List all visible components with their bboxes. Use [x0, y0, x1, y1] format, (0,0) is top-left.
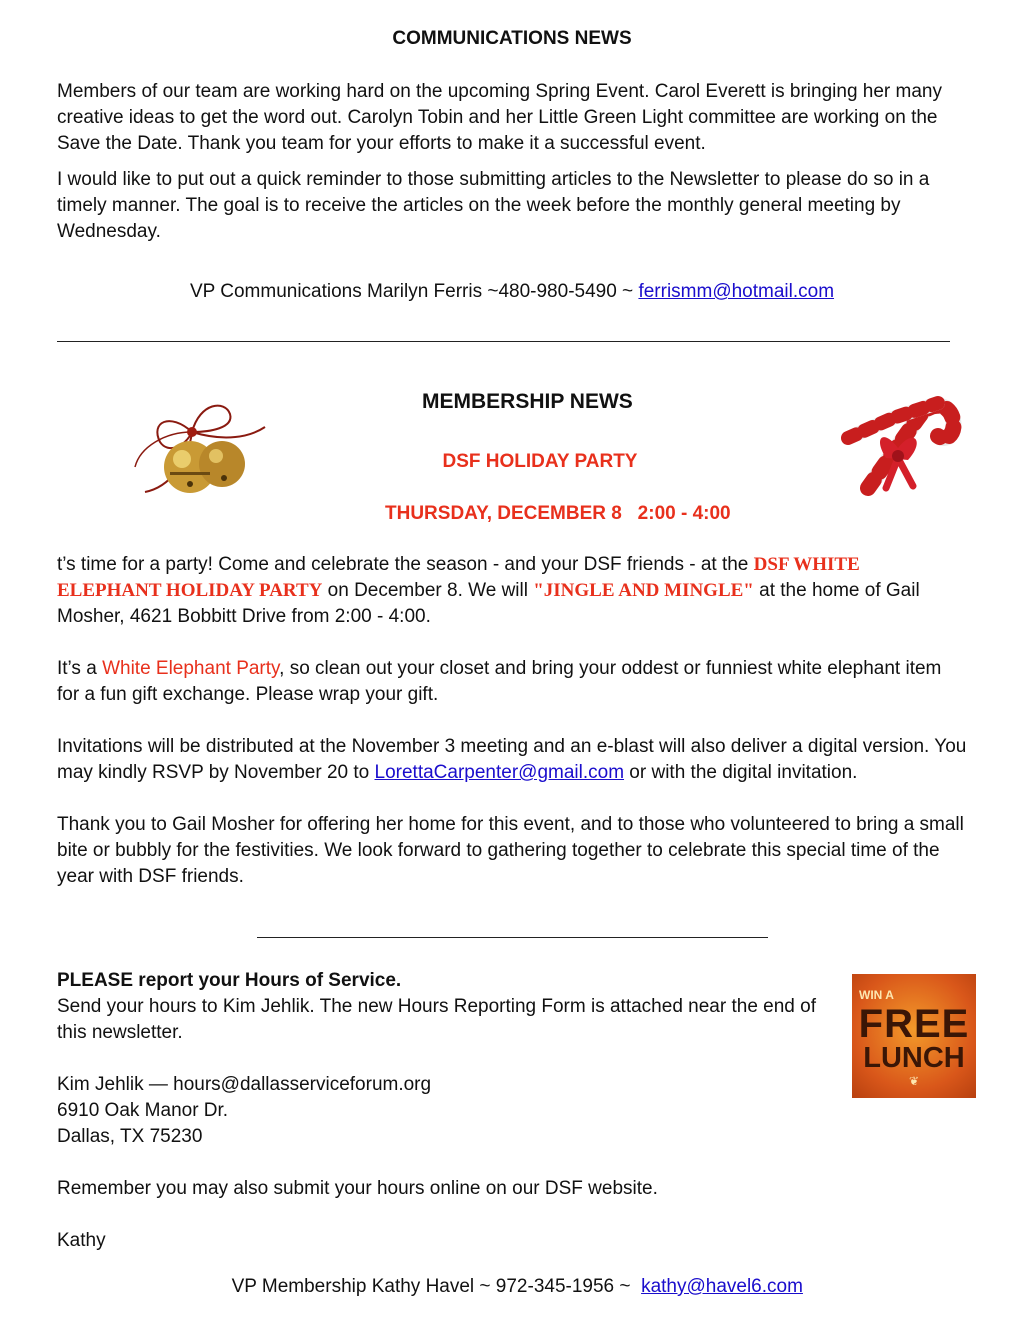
party-p2-text-b: , so clean out your closet and bring your oddest or funniest white elephant item for a fun gift exchange. Please wrap your gift.	[57, 658, 942, 705]
membership-body	[57, 552, 967, 890]
event-title: DSF HOLIDAY PARTY	[442, 451, 638, 472]
hours-reminder: Remember you may also submit your hours online on our DSF website.	[57, 1178, 658, 1199]
white-elephant-highlight: White Elephant Party	[102, 658, 280, 679]
party-p3-text-a: Invitations will be distributed at the November 3 meeting and an e-blast will also deliver a digital version. You may kindly RSVP by November 20 to	[57, 736, 967, 783]
communications-signature-text: VP Communications Marilyn Ferris ~480-980-5490 ~	[189, 281, 639, 302]
membership-heading: MEMBERSHIP NEWS	[422, 390, 633, 413]
badge-win-text: WIN A	[859, 988, 894, 1002]
communications-signature	[0, 281, 1024, 303]
party-name-highlight: DSF WHITE ELEPHANT HOLIDAY PARTY	[57, 554, 860, 601]
party-p3-text-b: or with the digital invitation.	[624, 762, 858, 783]
free-lunch-badge	[852, 974, 976, 1098]
jingle-mingle-highlight: "JINGLE AND MINGLE"	[533, 580, 754, 601]
badge-ornament-icon: ❦	[908, 1074, 920, 1088]
badge-free-text: FREE	[858, 1002, 970, 1046]
communications-para-2: I would like to put out a quick reminder to those submitting articles to the Newsletter to please do so in a timely manner. The goal is to receive the articles on the week before the monthly general meeting by Wednesday.	[57, 169, 930, 242]
hours-heading: PLEASE report your Hours of Service.	[57, 970, 402, 991]
communications-body	[57, 79, 967, 245]
party-paragraph-3	[57, 734, 967, 786]
hours-instructions: Send your hours to Kim Jehlik. The new Hours Reporting Form is attached near the end of this newsletter.	[57, 996, 816, 1043]
membership-signature-text: VP Membership Kathy Havel ~ 972-345-1956 ~	[231, 1276, 642, 1297]
jingle-bells-icon	[130, 392, 270, 510]
candy-cane-icon	[838, 378, 963, 498]
hours-contact: Kim Jehlik — hours@dallasserviceforum.org	[57, 1074, 432, 1095]
party-p1-text-c: at the home of Gail Mosher, 4621 Bobbitt Drive from 2:00 - 4:00.	[57, 580, 920, 627]
communications-heading: COMMUNICATIONS NEWS	[392, 28, 632, 49]
hours-address-1: 6910 Oak Manor Dr.	[57, 1100, 229, 1121]
communications-email-link[interactable]: ferrismm@hotmail.com	[638, 281, 835, 302]
party-p2-text-a: It’s a	[57, 658, 103, 679]
party-p1-text-a: t’s time for a party! Come and celebrate the season - and your DSF friends - at the	[57, 554, 754, 575]
membership-signature	[0, 1254, 1024, 1298]
hours-section	[57, 968, 847, 1254]
membership-email-link[interactable]: kathy@havel6.com	[641, 1276, 803, 1297]
section-divider	[57, 341, 950, 342]
party-paragraph-2	[57, 656, 967, 708]
communications-para-1: Members of our team are working hard on the upcoming Spring Event. Carol Everett is bringing her many creative ideas to get the word out. Carolyn Tobin and her Little Green Light committee are working on the Save the Date. Thank you team for your efforts to make it a successful event.	[57, 81, 942, 154]
rsvp-email-link[interactable]: LorettaCarpenter@gmail.com	[374, 762, 625, 783]
party-paragraph-1	[57, 552, 967, 630]
party-p1-text-b: on December 8. We will	[322, 580, 534, 601]
badge-lunch-text: LUNCH	[863, 1042, 965, 1074]
hours-sign: Kathy	[57, 1230, 106, 1251]
event-date: THURSDAY, DECEMBER 8 2:00 - 4:00	[385, 503, 731, 524]
party-paragraph-4: Thank you to Gail Mosher for offering her home for this event, and to those who volunteered to bring a small bite or bubbly for the festivities. We look forward to gathering together to celebrate this special time of the year with DSF friends.	[57, 814, 964, 887]
short-divider	[257, 937, 768, 938]
hours-address-2: Dallas, TX 75230	[57, 1126, 203, 1147]
